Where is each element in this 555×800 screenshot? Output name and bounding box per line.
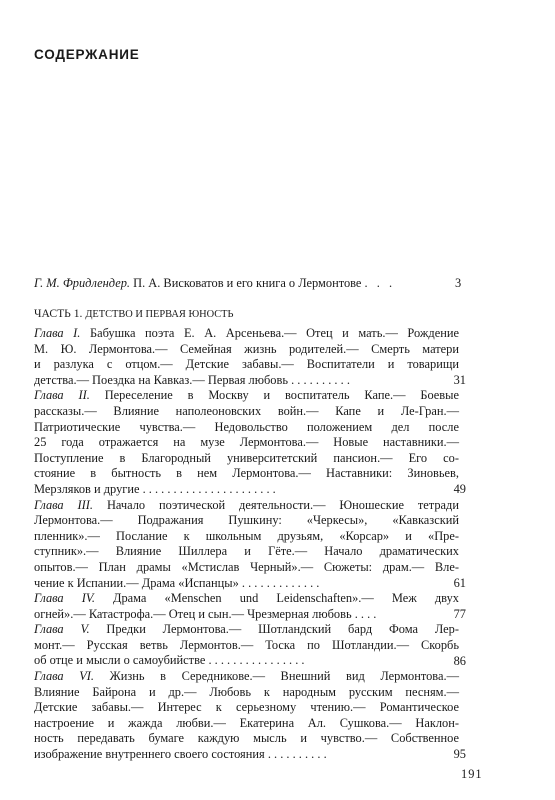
part-title: ДЕТСТВО И ПЕРВАЯ ЮНОСТЬ: [85, 309, 234, 320]
chapter-line: Глава I. Бабушка поэта Е. А. Арсеньева.— Отец и мать.— Рождение: [34, 326, 459, 340]
chapter-page: 61: [453, 575, 466, 590]
chapter-line: Глава II. Переселение в Москву и воспитатель Капе.— Боевые: [34, 388, 459, 403]
chapter-line: Глава IV. Драма «Menschen und Leidenschaften».— Меж двух: [34, 591, 459, 606]
chapter-line: об отце и мысли о самоубийстве . . . . . . . . . . . . . . . .: [34, 653, 305, 668]
chapter-page: 86: [453, 653, 466, 668]
chapter-page: 95: [453, 747, 466, 762]
chapter-page: 77: [453, 606, 466, 621]
chapter-line: пленник».— Послание к школьным друзьям, «Корсар» и «Пре-: [34, 528, 459, 543]
chapter-line: чение к Испании.— Драма «Испанцы» . . . . . . . . . . . . .: [34, 575, 320, 590]
chapter-line: Глава V. Предки Лермонтова.— Шотландский бард Фома Лер-: [34, 622, 459, 637]
chapter-line: настроение и жажда любви.— Екатерина Ал. Сушкова.— Наклон-: [34, 715, 459, 730]
chapter-entry: [34, 388, 459, 497]
intro-title: П. А. Висковатов и его книга о Лермонтове: [133, 276, 362, 290]
chapter-line: монт.— Русская ветвь Лермонтов.— Тоска по Шотландии.— Скорбь: [34, 637, 459, 652]
chapter-line: Глава VI. Жизнь в Середникове.— Внешний вид Лермонтова.—: [34, 669, 459, 684]
chapter-line: огней».— Катастрофа.— Отец и сын.— Чрезмерная любовь . . . .: [34, 606, 377, 621]
chapter-line: Поступление в Благородный университетский пансион.— Его со-: [34, 450, 459, 465]
chapter-line: детства.— Поездка на Кавказ.— Первая любовь . . . . . . . . . .: [34, 372, 350, 387]
chapter-line: ступник».— Влияние Шиллера и Гёте.— Начало драматических: [34, 544, 459, 559]
contents-heading: СОДЕРЖАНИЕ: [34, 47, 140, 62]
chapter-entry: [34, 669, 459, 763]
intro-page: 3: [455, 276, 462, 290]
chapter-line: изображение внутреннего своего состояния . . . . . . . . . .: [34, 747, 327, 762]
chapter-number: Глава IV.: [34, 591, 95, 606]
chapter-line: опытов.— План драмы «Мстислав Черный».— Сюжеты: драм.— Вле-: [34, 559, 459, 574]
chapter-number: Глава V.: [34, 622, 90, 637]
chapter-entry: [34, 622, 459, 669]
part-heading: [34, 307, 234, 320]
chapter-number: Глава III.: [34, 497, 94, 512]
toc-list: [34, 326, 459, 763]
chapter-number: Глава VI.: [34, 669, 95, 684]
chapter-line: и разлука с отцом.— Детские забавы.— Воспитатели и товарищи: [34, 357, 459, 372]
chapter-entry: [34, 326, 459, 388]
chapter-page: 49: [453, 482, 466, 496]
part-label: ЧАСТЬ 1.: [34, 307, 83, 320]
chapter-entry: [34, 498, 459, 592]
chapter-line: Мерзляков и другие . . . . . . . . . . . . . . . . . . . . . .: [34, 481, 276, 496]
chapter-page: 31: [453, 372, 466, 387]
chapter-line: Патриотические чувства.— Недовольство положением дел после: [34, 419, 459, 434]
chapter-line: Влияние Байрона и др.— Любовь к народным русским песням.—: [34, 684, 459, 699]
chapter-line: М. Ю. Лермонтова.— Семейная жизнь родителей.— Смерть матери: [34, 341, 459, 356]
intro-entry: [34, 276, 464, 291]
folio-page-number: 191: [461, 767, 483, 781]
chapter-line: 25 года отражается на музе Лермонтова.— Новые наставники.—: [34, 435, 459, 450]
chapter-line: стояние в бытность в нем Лермонтова.— Наставники: Зиновьев,: [34, 466, 459, 481]
chapter-line: Детские забавы.— Интерес к серьезному чтению.— Романтическое: [34, 700, 459, 715]
chapter-number: Глава II.: [34, 388, 90, 403]
intro-dots: . . .: [364, 276, 396, 290]
chapter-entry: [34, 591, 459, 622]
chapter-number: Глава I.: [34, 326, 81, 340]
chapter-line: ность передавать бумаге каждую мысль и чувство.— Собственное: [34, 731, 459, 746]
intro-author: Г. М. Фридлендер.: [34, 276, 131, 290]
chapter-line: рассказы.— Влияние наполеоновских войн.— Капе и Ле-Гран.—: [34, 403, 459, 418]
chapter-line: Глава III. Начало поэтической деятельности.— Юношеские тетради: [34, 497, 459, 512]
chapter-line: Лермонтова.— Подражания Пушкину: «Черкесы», «Кавказский: [34, 513, 459, 528]
